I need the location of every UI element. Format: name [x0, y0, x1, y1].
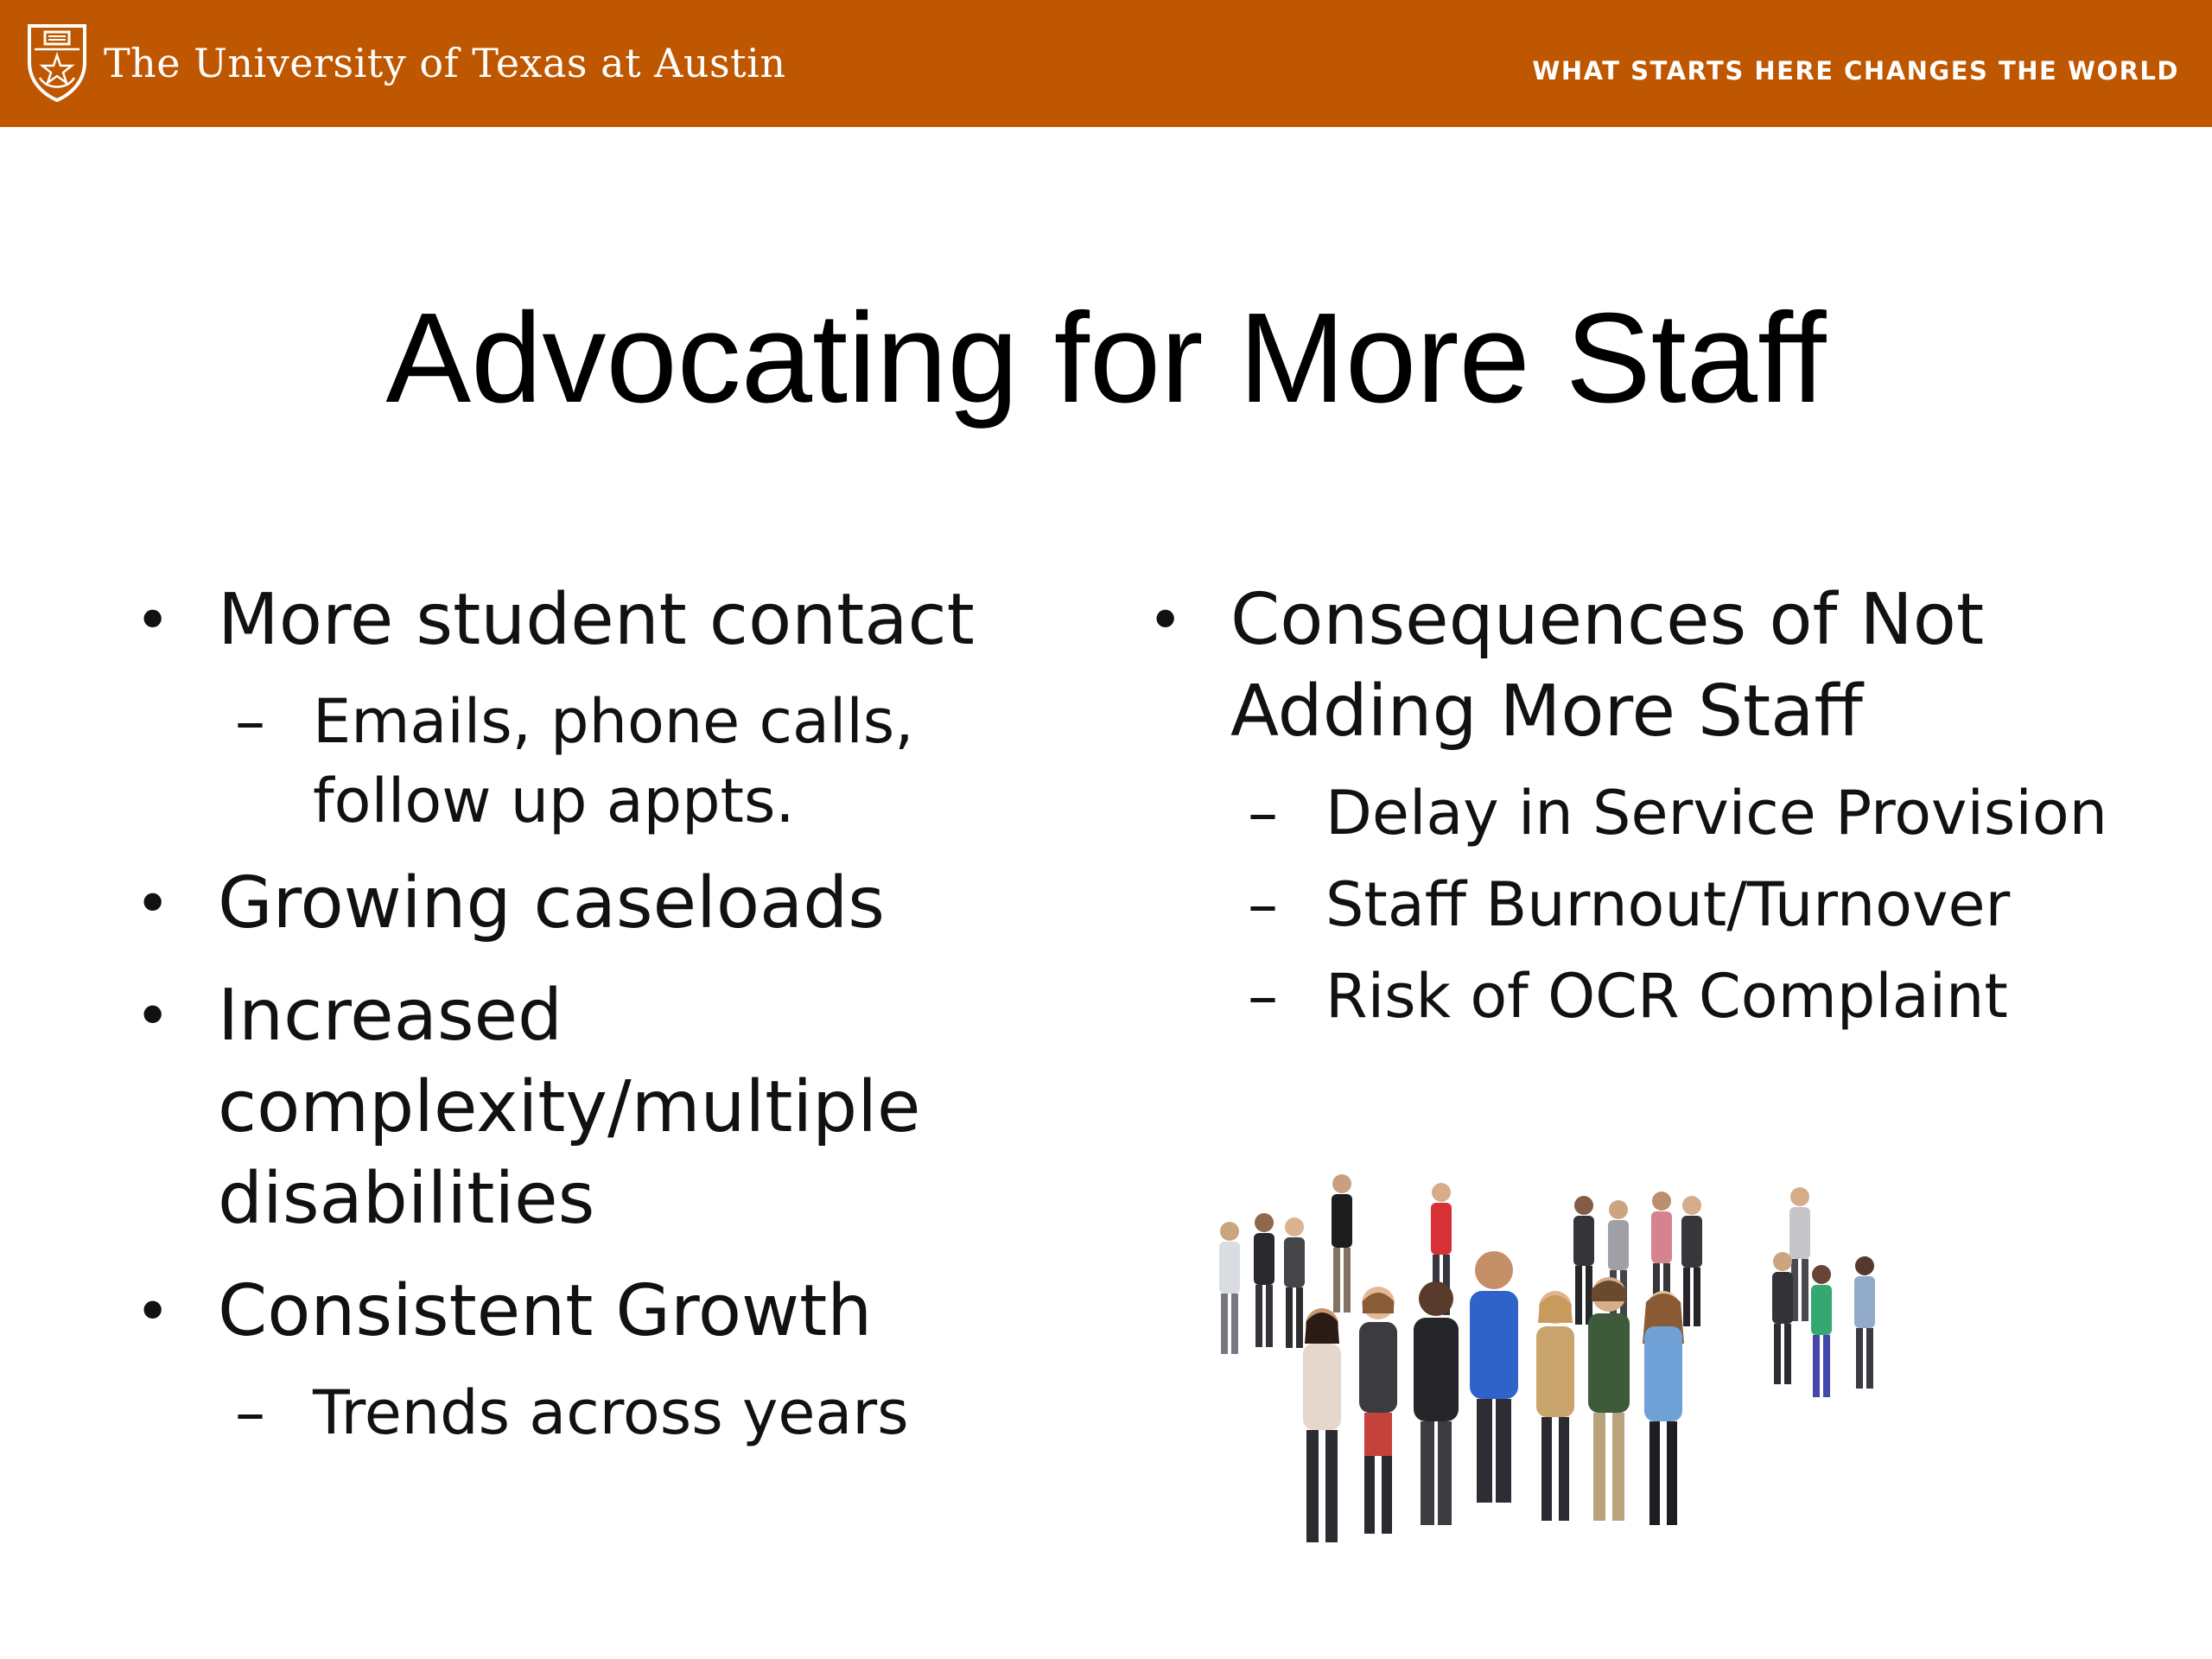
- bullet-dot-icon: •: [1147, 585, 1184, 656]
- bullet-dot-icon: •: [135, 585, 171, 656]
- slide-title: Advocating for More Staff: [385, 287, 1827, 429]
- bullet-dot-icon: •: [135, 981, 171, 1052]
- sub-bullet-text: Emails, phone calls, follow up appts.: [313, 686, 914, 836]
- bullet-item: [130, 970, 1097, 1245]
- sub-bullet-item: [130, 1373, 1097, 1452]
- bullet-item: [130, 858, 1097, 950]
- dash-icon: –: [1248, 869, 1278, 940]
- right-bullet-column: [1142, 575, 2179, 1053]
- sub-bullet-text: Delay in Service Provision: [1325, 778, 2108, 849]
- bullet-text: Growing caseloads: [218, 862, 886, 944]
- bullet-item: [1142, 575, 2179, 758]
- dash-icon: –: [1248, 778, 1278, 849]
- sub-bullet-text: Trends across years: [313, 1377, 909, 1448]
- group-of-people-image: [1188, 1162, 1940, 1590]
- tagline: WHAT STARTS HERE CHANGES THE WORLD: [1532, 56, 2179, 86]
- sub-bullet-item: [1142, 865, 2179, 944]
- header-bar: [0, 0, 2212, 127]
- bullet-item: [130, 575, 1097, 666]
- bullet-dot-icon: •: [135, 1276, 171, 1347]
- sub-bullet-text: Risk of OCR Complaint: [1325, 961, 2008, 1032]
- bullet-text: Consequences of Not Adding More Staff: [1230, 579, 1985, 753]
- university-name: The University of Texas at Austin: [104, 40, 786, 86]
- dash-icon: –: [1248, 961, 1278, 1032]
- sub-bullet-item: [1142, 773, 2179, 853]
- bullet-text: More student contact: [218, 579, 975, 661]
- bullet-text: Consistent Growth: [218, 1270, 873, 1352]
- bullet-item: [130, 1266, 1097, 1357]
- sub-bullet-text: Staff Burnout/Turnover: [1325, 869, 2011, 940]
- bullet-text: Increased complexity/multiple disabilities: [218, 975, 921, 1240]
- dash-icon: –: [235, 686, 265, 757]
- dash-icon: –: [235, 1377, 265, 1448]
- ut-shield-icon: [24, 21, 90, 104]
- sub-bullet-item: [130, 682, 1097, 841]
- bullet-dot-icon: •: [135, 868, 171, 939]
- left-bullet-column: [130, 575, 1097, 1470]
- sub-bullet-item: [1142, 957, 2179, 1036]
